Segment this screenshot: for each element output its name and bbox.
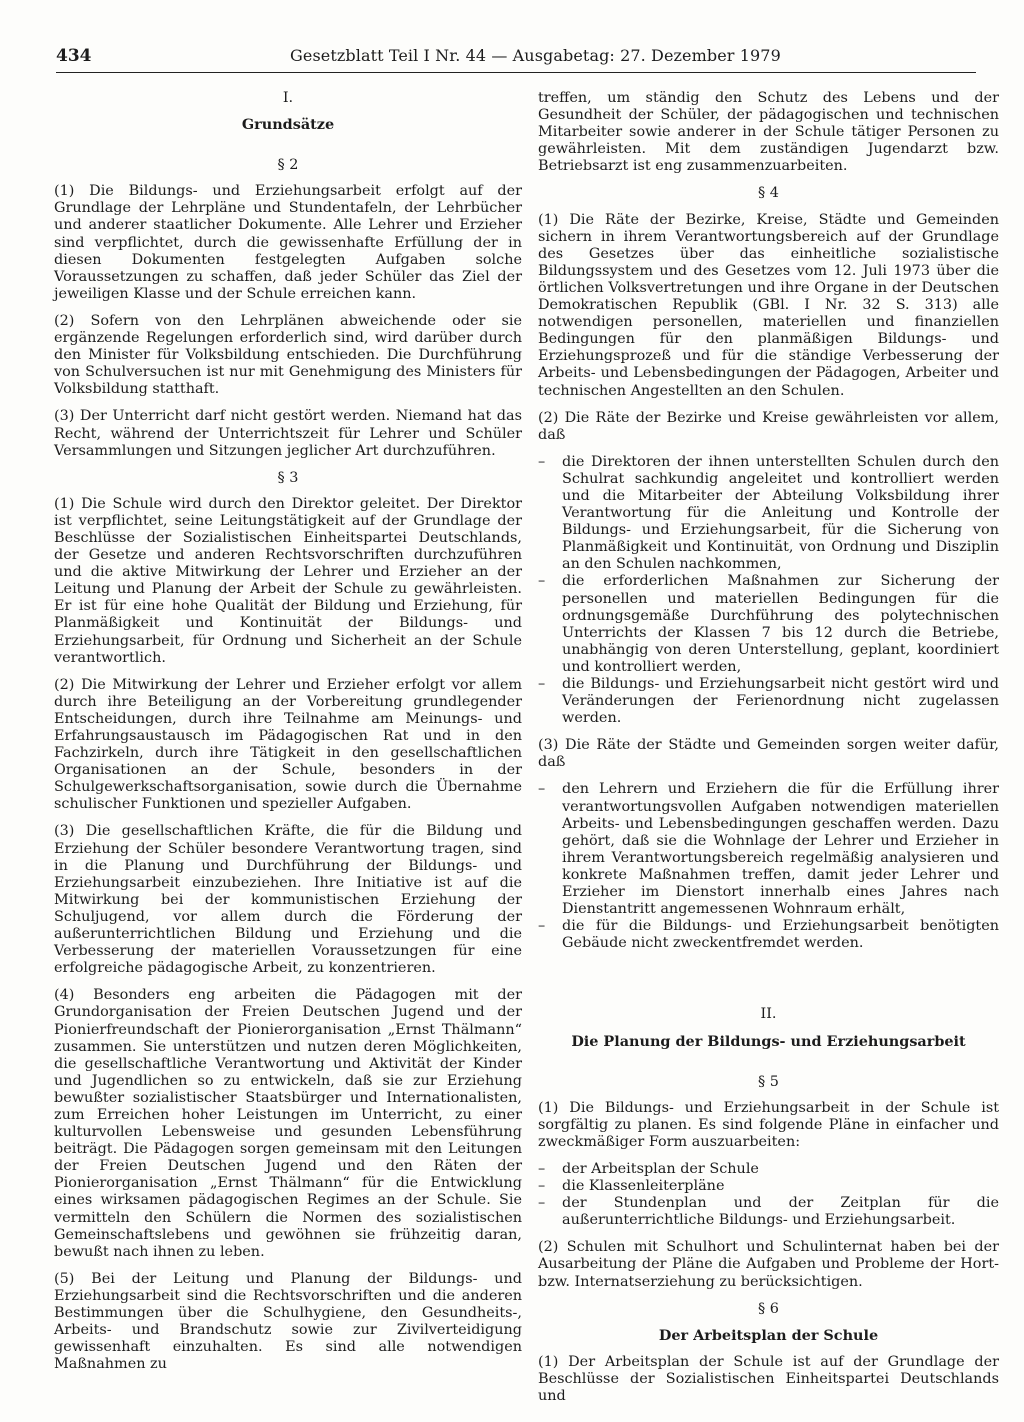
dash-marker: – [538,573,546,590]
list-item [538,676,999,727]
list-item-text: die Direktoren der ihnen unterstellten Schulen durch den Schulrat sachkundig angeleitet und kontrolliert werden und die Mitarbeiter der Abteilung Volksbildung ihrer Verantwortung für die Anleitung und Kontrolle der Bildungs- und Erziehungsarbeit, für die Sicherung von Planmäßigkeit und Kontinuität, von Ordnung und Disziplin an den Schulen nachkommen, [562,453,999,573]
dash-marker: – [538,1195,546,1212]
part-number: II. [760,1006,777,1023]
dash-marker: – [538,918,546,935]
list-item [538,573,999,676]
list-item [538,454,999,574]
paragraph: (3) Die gesellschaftlichen Kräfte, die für die Bildung und Erziehung der Schüler besondere Verantwortung tragen, sind in die Planung und Durchführung der Bildungs- und Erziehungsarbeit einzubeziehen. Ihre Initiative ist auf die Mitwirkung bei der kommunistischen Erziehung der Schuljugend, vor allem durch die Förderung der außerunterrichtlichen Bildung und Erziehung und die Verbesserung der materiellen Voraussetzungen für eine erfolgreiche pädagogische Arbeit, zu konzentrieren. [54,823,522,977]
paragraph: (1) Die Bildungs- und Erziehungsarbeit erfolgt auf der Grundlage der Lehrpläne und Stundentafeln, der Lehrbücher und anderer staatlicher Dokumente. Alle Lehrer und Erzieher sind verpflichtet, durch die gewissenhafte Erfüllung der in diesen Dokumenten festgelegten Aufgaben solche Voraussetzungen zu schaffen, daß jeder Schüler das Ziel der jeweiligen Klasse und der Schule erreichen kann. [54,183,522,302]
part-title: Die Planung der Bildungs- und Erziehungsarbeit [571,1032,966,1050]
dash-list [538,454,999,728]
dash-marker: – [538,676,546,692]
list-item-text: die Bildungs- und Erziehungsarbeit nicht gestört wird und Veränderungen der Ferienordnung nicht zugelassen werden. [562,676,999,727]
dash-marker: – [538,1178,546,1195]
dash-marker: – [538,1160,546,1177]
list-item-text: der Stundenplan und der Zeitplan für die außerunterrichtliche Bildungs- und Erziehungsarbeit. [562,1195,999,1229]
list-item-text: die Klassenleiterpläne [562,1178,725,1195]
list-item [538,781,999,918]
spacer [538,962,999,1006]
dash-marker: – [538,453,546,470]
paragraph: (2) Sofern von den Lehrplänen abweichende oder sie ergänzende Regelungen erforderlich sind, wird darüber durch den Minister für Volksbildung entschieden. Die Durchführung von Schulversuchen ist nur mit Genehmigung des Ministers für Volksbildung statthaft. [54,312,522,398]
section-title: Der Arbeitsplan der Schule [658,1326,879,1344]
dash-marker: – [538,781,546,798]
list-item-text: den Lehrern und Erziehern die für die Erfüllung ihrer verantwortungsvollen Aufgaben notwendigen materiellen Arbeits- und Lebensbedingungen geschaffen werden. Dazu gehört, daß sie die Wohnlage der Lehrer und Erzieher in ihrem Verantwortungsbereich regelmäßig analysieren und konkrete Maßnahmen treffen, damit jeder Lehrer und Erzieher im Dienstort innerhalb eines Jahres nach Dienstantritt angemessenen Wohnraum erhält, [562,781,999,918]
right-column [538,90,999,1415]
page-number: 434 [56,46,92,66]
part-title: Grundsätze [241,116,335,134]
section-heading-6: § 6 [758,1300,779,1317]
paragraph: (2) Die Mitwirkung der Lehrer und Erzieher erfolgt vor allem durch ihre Beteiligung an der Vorbereitung grundlegender Entscheidungen, durch ihre Teilnahme am Meinungs- und Erfahrungsaustausch im Pädagogischen Rat und in den Fachzirkeln, durch ihre Tätigkeit in den gesellschaftlichen Organisationen an der Schule, besonders in der Schulgewerkschaftsorganisation, sowie durch die Übernahme schulischer Funktionen und spezieller Aufgaben. [54,676,522,813]
list-item [538,918,999,952]
list-item [538,1161,999,1178]
page-header [56,46,976,73]
dash-list [538,781,999,952]
left-column [54,90,522,1383]
list-item-text: die für die Bildungs- und Erziehungsarbeit benötigten Gebäude nicht zweckentfremdet werden. [562,918,999,952]
paragraph: (2) Die Räte der Bezirke und Kreise gewährleisten vor allem, daß [538,409,999,443]
list-item-text: der Arbeitsplan der Schule [562,1160,759,1177]
paragraph: (4) Besonders eng arbeiten die Pädagogen mit der Grundorganisation der Freien Deutschen Jugend und der Pionierfreundschaft der Pionierorganisation „Ernst Thälmann“ zusammen. Sie unterstützen und nutzen deren Möglichkeiten, die gesellschaftliche Verantwortung und Aktivität der Kinder und Jugendlichen so zu entwickeln, daß sie zur Erziehung bewußter sozialistischer Staatsbürger und Internationalisten, zum Erreichen hoher Leistungen im Unterricht, zu einer kulturvollen Lebensweise und gesunden Lebensführung beiträgt. Die Pädagogen sorgen gemeinsam mit den Leitungen der Freien Deutschen Jugend und den Räten der Pionierorganisation „Ernst Thälmann“ für die Entwicklung eines wirksamen pädagogischen Regimes an der Schule. Sie vermitteln den Schülern die Normen des sozialistischen Gemeinschaftslebens und gewöhnen sie frühzeitig daran, bewußt nach ihnen zu leben. [54,987,522,1260]
paragraph: treffen, um ständig den Schutz des Lebens und der Gesundheit der Schüler, der pädagogischen und technischen Mitarbeiter sowie anderer in der Schule tätiger Personen zu gewährleisten. Mit dem zuständigen Jugendarzt bzw. Betriebsarzt ist eng zusammenzuarbeiten. [538,90,999,175]
header-title: Gesetzblatt Teil I Nr. 44 — Ausgabetag: 27. Dezember 1979 [290,46,781,65]
section-heading-5: § 5 [758,1073,779,1090]
paragraph: (1) Der Arbeitsplan der Schule ist auf der Grundlage der Beschlüsse der Sozialistischen Einheitspartei Deutschlands und [538,1353,999,1404]
list-item [538,1195,999,1229]
paragraph: (1) Die Bildungs- und Erziehungsarbeit in der Schule ist sorgfältig zu planen. Es sind folgende Pläne in einfacher und zweckmäßiger Form auszuarbeiten: [538,1099,999,1150]
section-heading-4: § 4 [758,185,779,202]
part-number: I. [282,90,294,106]
list-item-text: die erforderlichen Maßnahmen zur Sicherung der personellen und materiellen Bedingungen für die ordnungsgemäße Durchführung des polytechnischen Unterrichts der Klassen 7 bis 12 durch die Betriebe, unabhängig von deren Unterstellung, geplant, koordiniert und kontrolliert werden, [562,573,999,675]
paragraph: (2) Schulen mit Schulhort und Schulinternat haben bei der Ausarbeitung der Pläne die Aufgaben und Probleme der Hort- bzw. Internatserziehung zu berücksichtigen. [538,1239,999,1290]
section-heading-3: § 3 [277,469,299,486]
list-item [538,1178,999,1195]
paragraph: (5) Bei der Leitung und Planung der Bildungs- und Erziehungsarbeit sind die Rechtsvorschriften und die anderen Bestimmungen über die Schulhygiene, den Gesundheits-, Arbeits- und Brandschutz sowie zur Zivilverteidigung gewissenhaft einzuhalten. Es sind alle notwendigen Maßnahmen zu [54,1270,522,1373]
paragraph: (1) Die Räte der Bezirke, Kreise, Städte und Gemeinden sichern in ihrem Verantwortungsbereich auf der Grundlage des Gesetzes über das einheitliche sozialistische Bildungssystem und des Gesetzes vom 12. Juli 1973 über die örtlichen Volksvertretungen und ihre Organe in der Deutschen Demokratischen Republik (GBl. I Nr. 32 S. 313) alle notwendigen personellen, materiellen und finanziellen Bedingungen für den planmäßigen Bildungs- und Erziehungsprozeß und für die ständige Verbesserung der Arbeits- und Lebensbedingungen der Pädagogen, Arbeiter und technischen Angestellten an den Schulen. [538,211,999,399]
paragraph: (3) Der Unterricht darf nicht gestört werden. Niemand hat das Recht, während der Unterrichtszeit für Lehrer und Schüler Versammlungen und Sitzungen jeglicher Art durchzuführen. [54,408,522,459]
paragraph: (3) Die Räte der Städte und Gemeinden sorgen weiter dafür, daß [538,737,999,771]
section-heading-2: § 2 [277,157,299,174]
dash-list [538,1161,999,1229]
paragraph: (1) Die Schule wird durch den Direktor geleitet. Der Direktor ist verpflichtet, seine Leitungstätigkeit auf der Grundlage der Beschlüsse der Sozialistischen Einheitspartei Deutschlands, der Gesetze und anderen Rechtsvorschriften durchzuführen und die aktive Mitwirkung der Lehrer und Erzieher an der Leitung und Planung der Arbeit der Schule zu gewährleisten. Er ist für eine hohe Qualität der Bildung und Erziehung, für Planmäßigkeit und Kontinuität der Bildungs- und Erziehungsarbeit, für Ordnung und Sicherheit an der Schule verantwortlich. [54,495,522,666]
